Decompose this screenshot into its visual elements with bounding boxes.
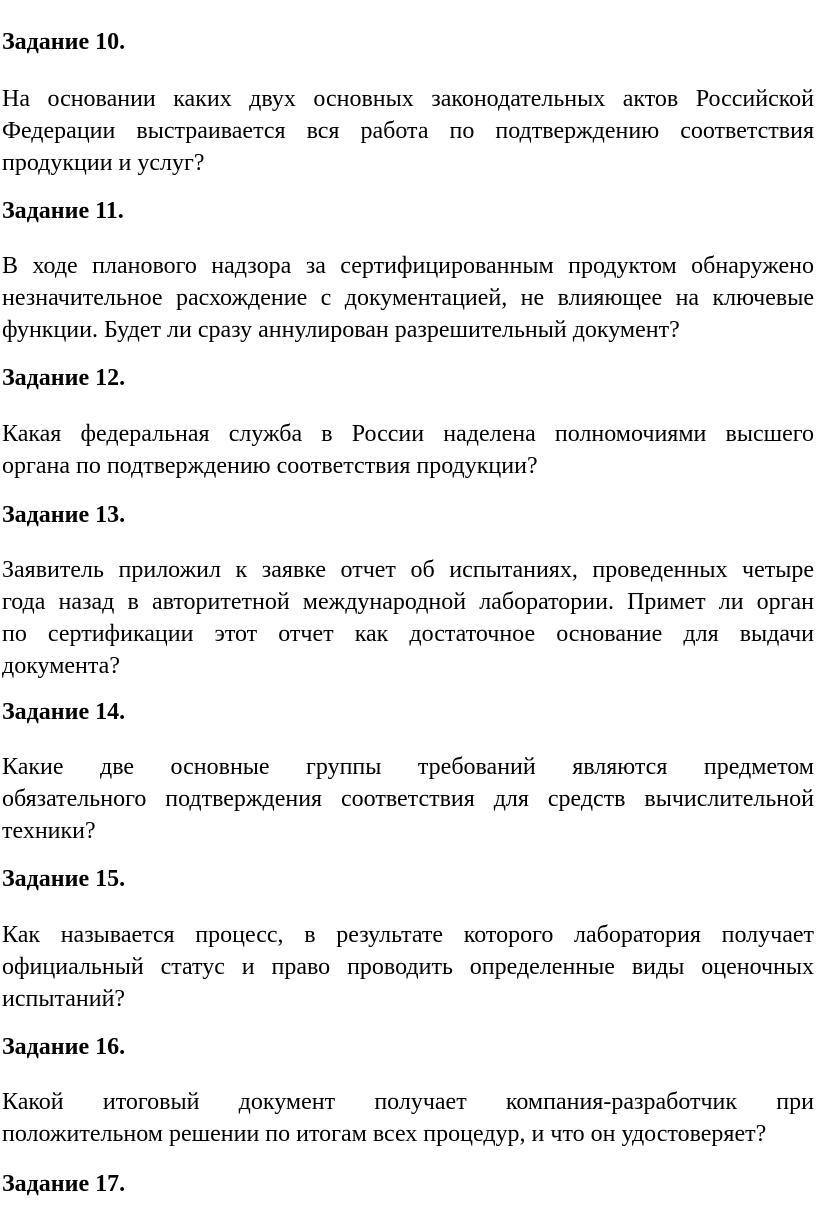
text-line: органа по подтверждению соответствия продукции? (2, 453, 538, 479)
text-line: Какая федеральная служба в России наделена полномочиями высшего (2, 421, 814, 447)
text-line: Заявитель приложил к заявке отчет об испытаниях, проведенных четыре (2, 557, 814, 583)
task-13-heading: Задание 13. (2, 502, 126, 528)
text-line: года назад в авторитетной международной лаборатории. Примет ли орган (2, 589, 814, 615)
task-13-text (2, 554, 814, 682)
text-line: документа? (2, 653, 120, 679)
task-16-heading: Задание 16. (2, 1034, 126, 1060)
task-17-heading: Задание 17. (2, 1171, 126, 1197)
text-line: официальный статус и право проводить определенные виды оценочных (2, 954, 814, 980)
text-line: незначительное расхождение с документацией, не влияющее на ключевые (2, 285, 814, 311)
task-12-text (2, 418, 814, 482)
task-15-heading: Задание 15. (2, 866, 126, 892)
text-line: функции. Будет ли сразу аннулирован разрешительный документ? (2, 317, 680, 343)
task-16-text (2, 1086, 814, 1150)
task-12-heading: Задание 12. (2, 365, 126, 391)
task-15-text (2, 919, 814, 1015)
text-line: Как называется процесс, в результате которого лаборатория получает (2, 922, 814, 948)
task-10-heading: Задание 10. (2, 29, 126, 55)
text-line: В ходе планового надзора за сертифицированным продуктом обнаружено (2, 253, 814, 279)
task-14-heading: Задание 14. (2, 699, 126, 725)
task-14-text (2, 751, 814, 847)
text-line: техники? (2, 818, 96, 844)
text-line: обязательного подтверждения соответствия для средств вычислительной (2, 786, 814, 812)
text-line: На основании каких двух основных законодательных актов Российской (2, 86, 814, 112)
text-line: положительном решении по итогам всех процедур, и что он удостоверяет? (2, 1121, 767, 1147)
task-11-text (2, 250, 814, 346)
text-line: Федерации выстраивается вся работа по подтверждению соответствия (2, 118, 814, 144)
text-line: испытаний? (2, 986, 126, 1012)
text-line: Какие две основные группы требований являются предметом (2, 754, 814, 780)
text-line: продукции и услуг? (2, 150, 205, 176)
text-line: по сертификации этот отчет как достаточное основание для выдачи (2, 621, 814, 647)
text-line: Какой итоговый документ получает компания-разработчик при (2, 1089, 814, 1115)
task-11-heading: Задание 11. (2, 198, 124, 224)
task-10-text (2, 83, 814, 179)
